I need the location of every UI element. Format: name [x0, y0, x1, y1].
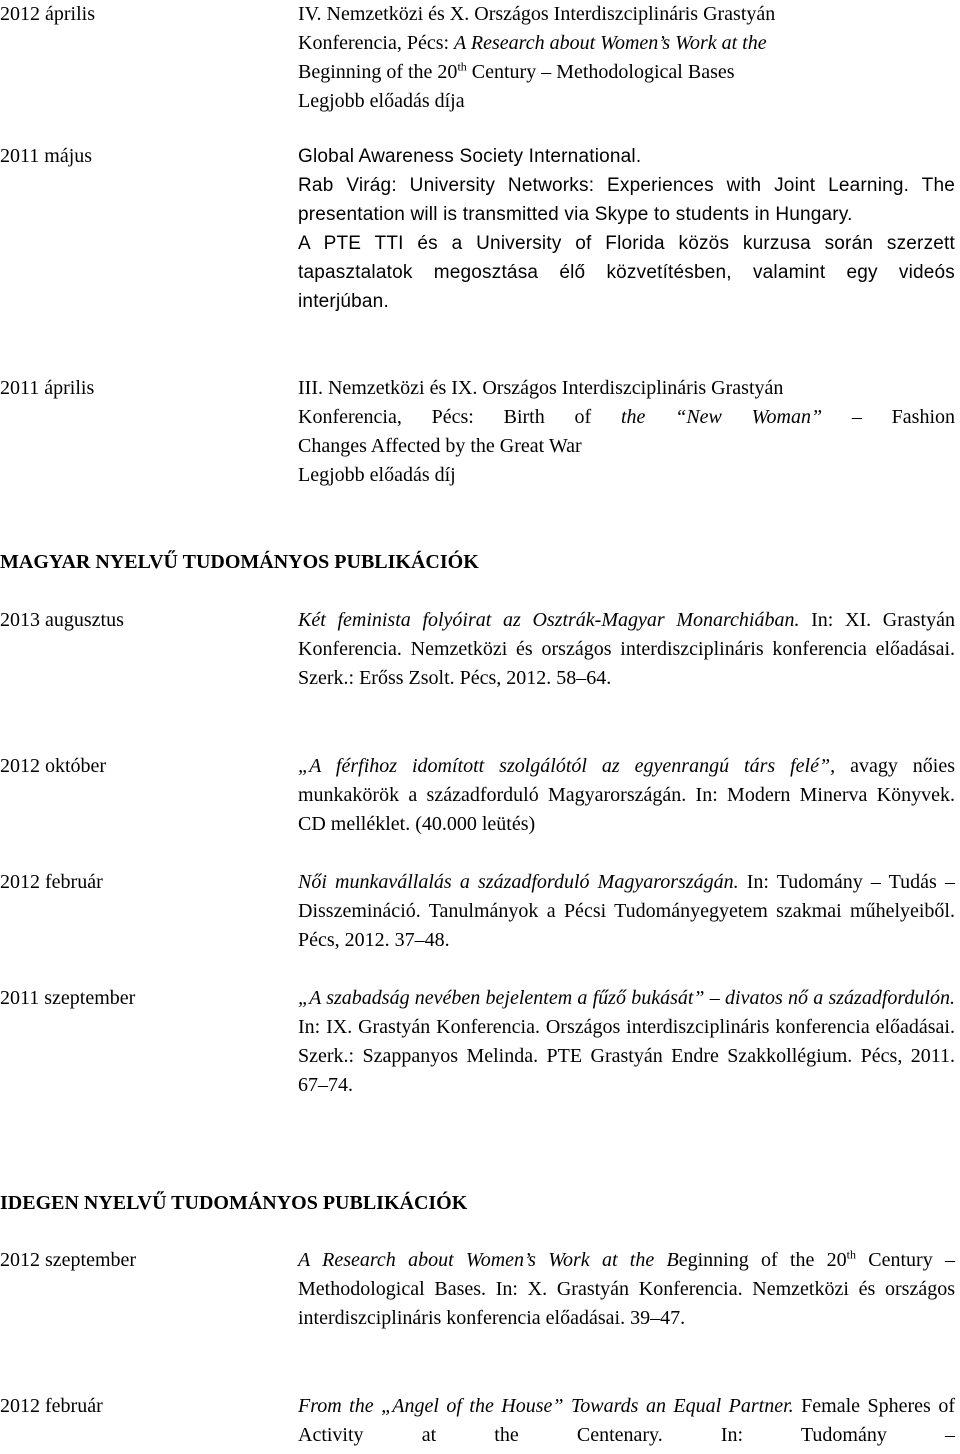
entry-date: 2011 szeptember	[0, 987, 136, 1009]
entry-text: Konferencia, Pécs:	[298, 32, 455, 54]
publication-title: „A szabadság nevében bejelentem a fűző bukását” – divatos nő a századfordulón.	[298, 987, 955, 1009]
entry-body	[298, 142, 955, 316]
entry-date: 2012 február	[0, 1395, 103, 1417]
entry-date: 2011 május	[0, 145, 93, 167]
entry-body	[298, 984, 955, 1100]
entry-body	[298, 606, 955, 693]
entry-line: Changes Affected by the Great War	[298, 435, 582, 457]
entry-text: Konferencia, Pécs: Birth of	[298, 406, 621, 428]
entry-date: 2011 április	[0, 377, 95, 399]
entry-text: Century – Methodological Bases	[466, 61, 735, 83]
entry-body	[298, 374, 955, 490]
entry-text: Legjobb előadás díja	[298, 90, 465, 112]
entry-line: Legjobb előadás díj	[298, 464, 456, 486]
publication-details: eginning of the 20	[678, 1249, 847, 1271]
superscript: th	[457, 59, 467, 74]
entry-line: III. Nemzetközi és IX. Országos Interdiszciplináris Grastyán	[298, 377, 784, 399]
entry-body	[298, 0, 955, 116]
entry-line: A PTE TTI és a University of Florida közös kurzusa során szerzett tapasztalatok megosztása élő közvetítésben, valamint egy videós interjúban.	[298, 233, 955, 312]
publication-details: avagy nőies munkakörök a századforduló Magyarországán. In: Modern Minerva Könyvek. CD melléklet. (40.000 leütés)	[298, 755, 955, 835]
entry-date: 2012 szeptember	[0, 1249, 137, 1271]
entry-title: the “New Woman”	[620, 406, 823, 428]
entry-line	[298, 58, 955, 87]
publication-title: „A férfihoz idomított szolgálótól az egyenrangú társ felé”,	[298, 755, 836, 777]
publication-title: Két feminista folyóirat az Osztrák-Magyar Monarchiában.	[298, 609, 800, 631]
publication-title: Női munkavállalás a századforduló Magyarországán.	[298, 871, 739, 893]
publication-title: A Research about Women’s Work at the B	[298, 1249, 679, 1271]
entry-line: Global Awareness Society International.	[298, 146, 642, 167]
entry-body	[298, 752, 955, 839]
entry-line	[298, 87, 955, 116]
entry-title: A Research about Women’s Work at the	[454, 32, 767, 54]
entry-body	[298, 1246, 955, 1333]
publication-details: Century – Methodological Bases. In: X. Grastyán Konferencia. Nemzetközi és országos interdiszciplináris konferencia előadásai. 39–47.	[298, 1249, 955, 1329]
entry-text: IV. Nemzetközi és X. Országos Interdiszciplináris Grastyán	[298, 3, 776, 25]
superscript: th	[846, 1247, 856, 1262]
entry-body	[298, 1392, 955, 1450]
section-heading-en: IDEGEN NYELVŰ TUDOMÁNYOS PUBLIKÁCIÓK	[0, 1192, 468, 1214]
publication-title: From the „Angel of the House” Towards an Equal Partner.	[298, 1395, 794, 1417]
entry-date: 2013 augusztus	[0, 609, 124, 631]
publication-details: In: XI. Grastyán Konferencia. Nemzetközi és országos interdiszciplináris konferencia előadásai. Szerk.: Erőss Zsolt. Pécs, 2012. 58–64.	[298, 609, 955, 689]
entry-line: Rab Virág: University Networks: Experiences with Joint Learning. The presentation will is transmitted via Skype to students in Hungary.	[298, 175, 955, 225]
entry-line	[298, 29, 955, 58]
section-heading-hu: MAGYAR NYELVŰ TUDOMÁNYOS PUBLIKÁCIÓK	[0, 551, 479, 573]
award-entry	[0, 142, 958, 352]
entry-text: Beginning of the 20	[298, 61, 458, 83]
entry-line	[298, 403, 955, 432]
entry-date: 2012 február	[0, 871, 103, 893]
entry-date: 2012 április	[0, 3, 95, 25]
award-entry	[0, 0, 958, 120]
publication-details: In: IX. Grastyán Konferencia. Országos interdiszciplináris konferencia előadásai. Szerk.: Szappanyos Melinda. PTE Grastyán Endre Szakkollégium. Pécs, 2011. 67–74.	[298, 1016, 955, 1096]
entry-date: 2012 október	[0, 755, 107, 777]
award-entry	[0, 374, 958, 494]
entry-line	[298, 0, 955, 29]
entry-text: – Fashion	[822, 406, 955, 428]
entry-body	[298, 868, 955, 955]
publication-details: In: Tudomány – Tudás – Disszemináció. Tanulmányok a Pécsi Tudományegyetem szakmai műhelyeiből. Pécs, 2012. 37–48.	[298, 871, 955, 951]
publication-details: Female Spheres of Activity at the Centenary. In: Tudomány –	[298, 1395, 955, 1446]
